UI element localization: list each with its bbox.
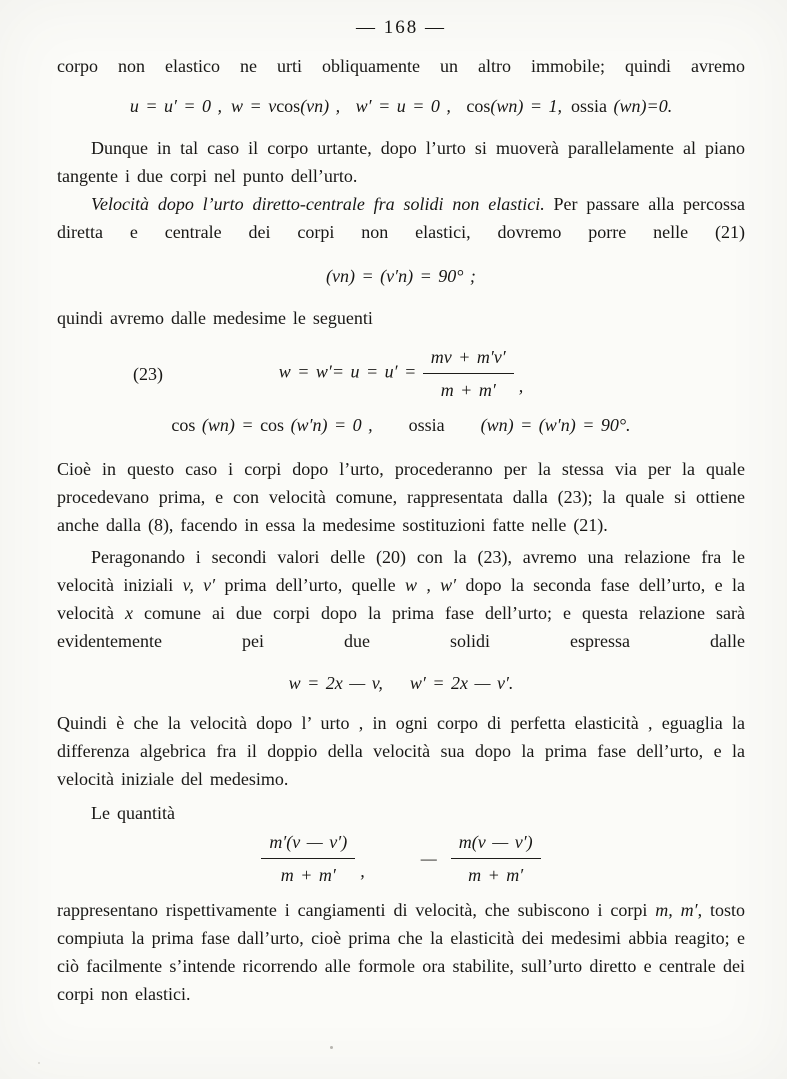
minus-sign: — bbox=[420, 848, 437, 869]
comma-separator: , bbox=[360, 860, 365, 881]
text-segment: comune ai due corpi dopo la prima fase dell’urto; e questa relazione sarà evidentemente pei due solidi espressa dalle bbox=[57, 603, 745, 651]
text-segment: cos bbox=[276, 96, 301, 116]
equation-cosines bbox=[57, 411, 745, 439]
text-segment: Cioè in questo caso i corpi dopo l’urto, procederanno per la stessa via per la quale procedevano prima, e con velocità comune, rappresentata dalla (23); la quale si ottiene anche dalla (8), facendo in essa la medesime sostituzioni fatte nelle (21). bbox=[57, 459, 745, 535]
fraction-velocity-change-2 bbox=[451, 829, 541, 888]
paragraph-7 bbox=[57, 709, 745, 793]
text-segment: (wn) = (w′n) = 90°. bbox=[480, 415, 631, 435]
paragraph-9 bbox=[57, 896, 745, 1008]
text-segment: Quindi è che la velocità dopo l’ urto , in ogni corpo di perfetta elasticità , eguaglia la differenza algebrica fra il doppio della velocità sua dopo la prima fase dell’urto, e la velocità iniziale del medesimo. bbox=[57, 713, 745, 789]
text-segment: prima dell’urto, quelle bbox=[215, 575, 405, 595]
text-segment: cos bbox=[260, 415, 285, 435]
equation-number-label: (23) bbox=[133, 363, 163, 384]
text-segment: cos bbox=[171, 415, 196, 435]
text-segment: rappresentano rispettivamente i cangiamenti di velocità, che subiscono i corpi bbox=[57, 900, 656, 920]
text-segment: quindi avremo dalle medesime le seguenti bbox=[57, 308, 373, 328]
equation-23 bbox=[57, 344, 745, 403]
text-segment: v, v′ bbox=[182, 575, 216, 595]
equation-23-trailing-comma: , bbox=[518, 375, 524, 396]
text-segment: w = 2x — v, w′ = 2x — v′. bbox=[288, 673, 514, 693]
equation-angles-90 bbox=[57, 262, 745, 290]
paragraph-5 bbox=[57, 455, 745, 539]
text-segment: ossia bbox=[571, 96, 608, 116]
scan-speck bbox=[38, 1062, 40, 1064]
paragraph-8 bbox=[57, 799, 745, 827]
fraction-denominator: m + m′ bbox=[440, 380, 496, 400]
equation-initial-conditions bbox=[57, 92, 745, 120]
text-segment: Velocità dopo l’urto diretto-centrale fra solidi non elastici. bbox=[91, 194, 545, 214]
text-segment: Le quantità bbox=[91, 803, 175, 823]
text-segment: , tosto compiuta la prima fase dall’urto, cioè prima che la elasticità dei medesimi abbia reagito; e ciò facilmente s’intende ricorrendo alle formole ora stabilite, sull’urto diretto e centrale dei corpi non elastici. bbox=[57, 900, 746, 1004]
fraction-denominator: m + m′ bbox=[468, 865, 524, 885]
text-segment: w , w′ bbox=[404, 575, 457, 595]
text-segment: w = w′= u = u′ = bbox=[278, 361, 423, 382]
page-number: — 168 — bbox=[356, 17, 446, 38]
equation-velocity-relation bbox=[57, 669, 745, 697]
paragraph-4 bbox=[57, 304, 745, 332]
text-segment: (wn) = bbox=[195, 415, 261, 435]
equation-23-lhs bbox=[279, 362, 423, 382]
text-segment: (w′n) = 0 , bbox=[284, 415, 373, 435]
fraction-momentum bbox=[423, 344, 514, 403]
scan-speck bbox=[330, 1046, 333, 1049]
fraction-numerator: m(v — v′) bbox=[451, 829, 541, 859]
fraction-numerator: mv + m′v′ bbox=[423, 344, 514, 374]
text-segment: (vn) = (v′n) = 90° ; bbox=[326, 266, 476, 286]
text-segment: corpo non elastico ne urti obliquamente un altro immobile; quindi avremo bbox=[57, 56, 745, 76]
text-segment: (wn) = 1, bbox=[490, 96, 572, 116]
text-segment: Peragonando i secondi valori delle (20) con la (23), avremo una relazione fra le velocità iniziali bbox=[57, 547, 745, 595]
paragraph-2 bbox=[57, 134, 745, 190]
text-segment: Per passare alla percossa diretta e centrale dei corpi non elastici, dovremo porre nelle (21) bbox=[57, 194, 746, 242]
fraction-velocity-change-1 bbox=[261, 829, 355, 888]
text-segment: cos bbox=[466, 96, 491, 116]
text-segment: u = u′ = 0 , w = v bbox=[129, 96, 277, 116]
paragraph-3 bbox=[57, 190, 745, 246]
text-segment: dopo la seconda fase dell’urto, e la velocità bbox=[57, 575, 745, 623]
text-segment: x bbox=[125, 603, 133, 623]
text-segment: m, m′ bbox=[655, 900, 698, 920]
text-segment: ossia bbox=[372, 415, 481, 435]
paragraph-6 bbox=[57, 543, 745, 655]
text-segment: Dunque in tal caso il corpo urtante, dopo l’urto si muoverà parallelamente al piano tangente i due corpi nel punto dell’urto. bbox=[57, 138, 745, 186]
fraction-numerator: m′(v — v′) bbox=[261, 829, 355, 859]
fraction-denominator: m + m′ bbox=[280, 865, 336, 885]
paragraph-1 bbox=[57, 52, 745, 80]
text-segment: (vn) , w′ = u = 0 , bbox=[300, 96, 467, 116]
text-segment: (wn)=0. bbox=[607, 96, 673, 116]
equation-velocity-changes bbox=[57, 829, 745, 888]
